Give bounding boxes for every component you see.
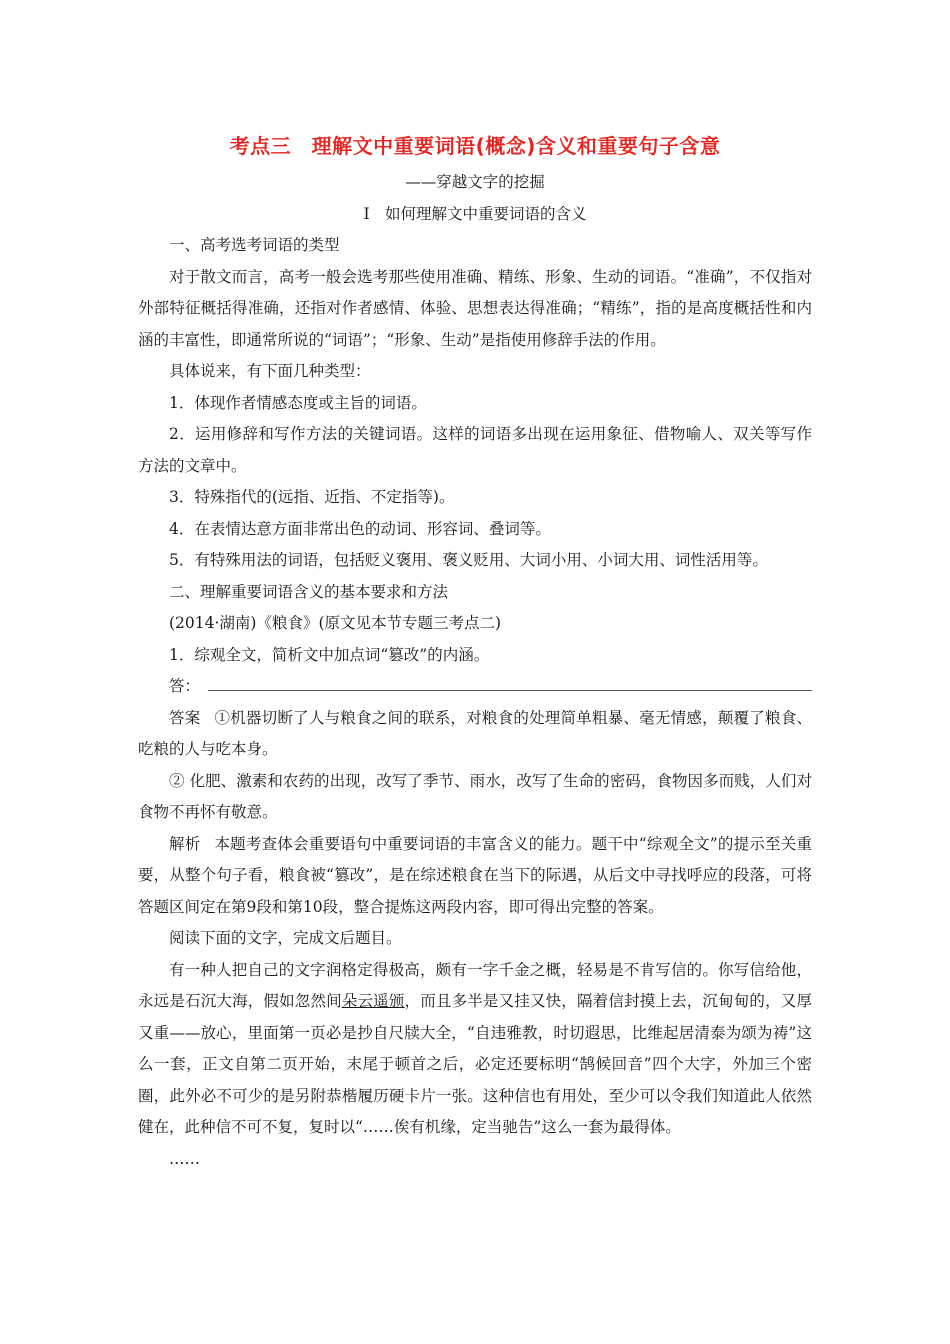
question-1: 1．综观全文，简析文中加点词“篡改”的内涵。 bbox=[169, 645, 490, 664]
part1-intro: 对于散文而言，高考一般会选考那些使用准确、精练、形象、生动的词语。“准确”，不仅指对外部特征概括得准确，还指对作者感情、体验、思想表达得准确；“精练”，指的是高度概括性和内涵的丰富性，即通常所说的“词语”；“形象、生动”是指使用修辞手法的作用。 bbox=[138, 267, 812, 349]
part2-heading: 二、理解重要词语含义的基本要求和方法 bbox=[169, 582, 449, 601]
passage-text-end: ，而且多半是又挂又快，隔着信封摸上去，沉甸甸的，又厚又重——放心，里面第一页必是抄自尺牍大全，“自违雅教，时切遐思，比维起居清泰为颂为祷”这么一套，正文自第二页开始，末尾于顿首之后，必定还要标明“鹄候回音”四个大字，外加三个密圈，此外必不可少的是另附恭楷履历硬卡片一张。这种信也有用处，至少可以令我们知道此人依然健在，此种信不可不复，复时以“……俟有机缘，定当驰告”这么一套为最得体。 bbox=[138, 992, 812, 1136]
section-heading: Ⅰ 如何理解文中重要词语的含义 bbox=[363, 205, 587, 223]
part1-lead: 具体说来，有下面几种类型： bbox=[169, 362, 371, 380]
page-subtitle: ——穿越文字的挖掘 bbox=[405, 173, 545, 191]
answer-blank-line bbox=[138, 671, 812, 703]
type-item-1: 1．体现作者情感态度或主旨的词语。 bbox=[169, 393, 427, 412]
answer-text-1: ①机器切断了人与粮食之间的联系，对粮食的处理简单粗暴、毫无情感，颠覆了粮食、吃粮的人与吃本身。 bbox=[138, 708, 812, 758]
passage-text-start: 有一种人把自己的文字润格定得极高，颇有一字千金之概，轻易是不肯写信的。你写信给他，永远是石沉大海，假如忽然间 bbox=[138, 960, 812, 1010]
analysis-text: 本题考查体会重要语句中重要词语的丰富含义的能力。题干中“综观全文”的提示至关重要，从整个句子看，粮食被“篡改”，是在综述粮食在当下的际遇，从后文中寻找呼应的段落，可将答题区间定在第9段和第10段，整合提炼这两段内容，即可得出完整的答案。 bbox=[138, 834, 812, 916]
analysis-paragraph bbox=[138, 829, 812, 924]
type-item-3: 3．特殊指代的(远指、近指、不定指等)。 bbox=[169, 488, 455, 506]
reading-passage bbox=[138, 955, 812, 1144]
passage-ellipsis: …… bbox=[169, 1149, 200, 1168]
analysis-label: 解析 bbox=[169, 834, 201, 853]
part1-heading: 一、高考选考词语的类型 bbox=[169, 236, 340, 254]
ellipsis-line bbox=[138, 1144, 812, 1176]
type-item-2: 2．运用修辞和写作方法的关键词语。这样的词语多出现在运用象征、借物喻人、双关等写作方法的文章中。 bbox=[138, 425, 812, 475]
reading-instruction: 阅读下面的文字，完成文后题目。 bbox=[169, 929, 402, 947]
answer-prompt: 答： bbox=[169, 677, 201, 695]
source-citation: (2014·湖南)《粮食》(原文见本节专题三考点二) bbox=[169, 614, 502, 632]
page-title: 考点三 理解文中重要词语(概念)含义和重要句子含意 bbox=[229, 134, 721, 158]
document-body bbox=[138, 230, 812, 1175]
underlined-phrase: 朵云遥颁 bbox=[341, 992, 405, 1010]
type-item-4: 4．在表情达意方面非常出色的动词、形容词、叠词等。 bbox=[169, 519, 551, 538]
answer-paragraph-1 bbox=[138, 703, 812, 766]
answer-paragraph-2: ② 化肥、激素和农药的出现，改写了季节、雨水，改写了生命的密码，食物因多而贱，人们对食物不再怀有敬意。 bbox=[138, 771, 812, 821]
type-item-5: 5．有特殊用法的词语，包括贬义褒用、褒义贬用、大词小用、小词大用、词性活用等。 bbox=[169, 551, 768, 569]
answer-blank[interactable] bbox=[208, 672, 812, 691]
answer-label: 答案 bbox=[169, 708, 201, 727]
